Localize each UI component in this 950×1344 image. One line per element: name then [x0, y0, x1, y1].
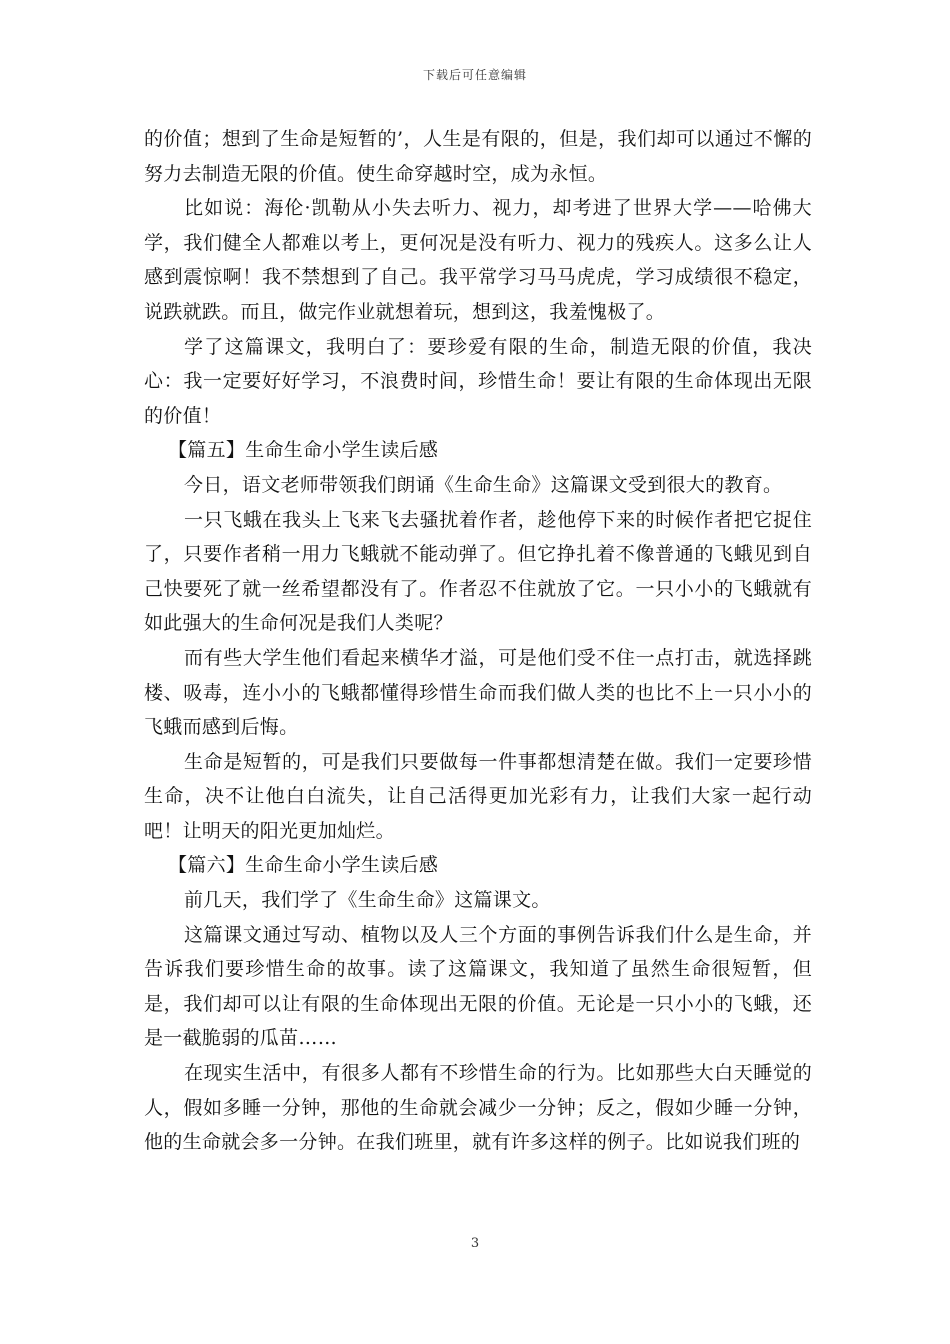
paragraph: 学了这篇课文，我明白了：要珍爱有限的生命，制造无限的价值，我决心：我一定要好好学习，不浪费时间，珍惜生命！要让有限的生命体现出无限的价值！ [144, 335, 812, 427]
paragraph: 比如说：海伦·凯勒从小失去听力、视力，却考进了世界大学——哈佛大学，我们健全人都难以考上，更何况是没有听力、视力的残疾人。这多么让人感到震惊啊！我不禁想到了自己。我平常学习马马虎虎，学习成绩很不稳定，说跌就跌。而且，做完作业就想着玩，想到这，我羞愧极了。 [144, 197, 812, 323]
paragraph: 今日，语文老师带领我们朗诵《生命生命》这篇课文受到很大的教育。 [184, 473, 783, 496]
document-body [144, 122, 812, 1160]
paragraph: 一只飞蛾在我头上飞来飞去骚扰着作者，趁他停下来的时候作者把它捉住了，只要作者稍一用力飞蛾就不能动弹了。但它挣扎着不像普通的飞蛾见到自己快要死了就一丝希望都没有了。作者忍不住就放了它。一只小小的飞蛾就有如此强大的生命何况是我们人类呢？ [144, 508, 812, 635]
page-number: 3 [470, 1236, 480, 1251]
paragraph: 前几天，我们学了《生命生命》这篇课文。 [184, 889, 551, 912]
paragraph-continuation: 的价值；想到了生命是短暂的’，人生是有限的，但是，我们却可以通过不懈的努力去制造无限的价值。使生命穿越时空，成为永恒。 [144, 128, 812, 185]
page-header: 下载后可任意编辑 [422, 68, 527, 82]
paragraph: 在现实生活中，有很多人都有不珍惜生命的行为。比如那些大白天睡觉的人，假如多睡一分钟，那他的生命就会减少一分钟；反之，假如少睡一分钟，他的生命就会多一分钟。在我们班里，就有许多这样的例子。比如说我们班的 [144, 1062, 812, 1154]
section-heading-part6: 【篇六】生命生命小学生读后感 [168, 854, 439, 877]
paragraph: 这篇课文通过写动、植物以及人三个方面的事例告诉我们什么是生命，并告诉我们要珍惜生命的故事。读了这篇课文，我知道了虽然生命很短暂，但是，我们却可以让有限的生命体现出无限的价值。无论是一只小小的飞蛾，还是一截脆弱的瓜苗…… [144, 923, 812, 1050]
section-heading-part5: 【篇五】生命生命小学生读后感 [168, 439, 439, 462]
paragraph: 生命是短暂的，可是我们只要做每一件事都想清楚在做。我们一定要珍惜生命，决不让他白白流失，让自己活得更加光彩有力，让我们大家一起行动吧！让明天的阳光更加灿烂。 [144, 750, 812, 842]
paragraph: 而有些大学生他们看起来横华才溢，可是他们受不住一点打击，就选择跳楼、吸毒，连小小的飞蛾都懂得珍惜生命而我们做人类的也比不上一只小小的飞蛾而感到后悔。 [144, 646, 812, 739]
